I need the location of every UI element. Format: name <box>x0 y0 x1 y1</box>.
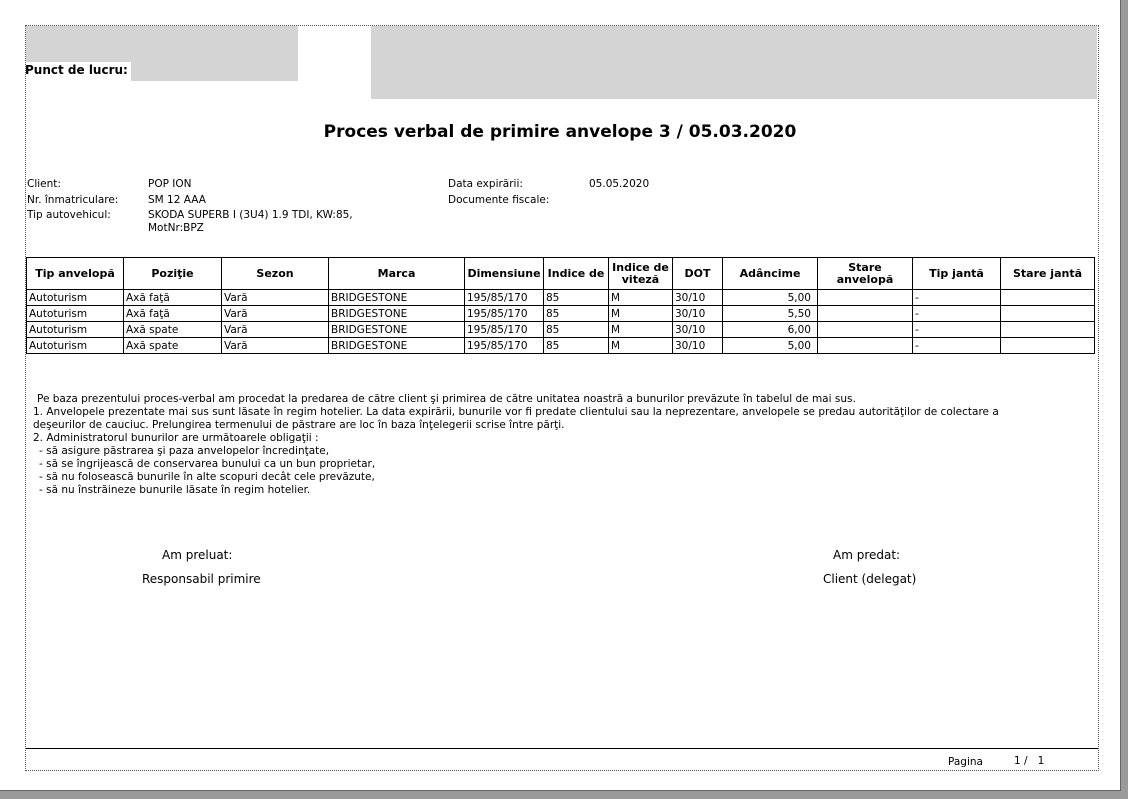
table-row <box>27 290 1095 306</box>
cell-rim-state <box>1001 290 1095 306</box>
unit-value-placeholder <box>131 62 298 81</box>
cell-rim-type: - <box>913 290 1001 306</box>
company-info-placeholder <box>371 26 1097 99</box>
cell-speed-index: M <box>609 338 673 354</box>
cell-depth: 6,00 <box>723 322 818 338</box>
cell-tyre-state <box>818 322 913 338</box>
cell-season: Vară <box>222 306 329 322</box>
cell-position: Axă faţă <box>124 306 222 322</box>
col-size: Dimensiune <box>465 258 544 290</box>
col-rim-state: Stare jantă <box>1001 258 1095 290</box>
cell-tyre-type: Autoturism <box>27 322 124 338</box>
cell-season: Vară <box>222 338 329 354</box>
cell-brand: BRIDGESTONE <box>329 306 465 322</box>
col-tyre-type: Tip anvelopă <box>27 258 124 290</box>
page-label: Pagina <box>948 756 983 768</box>
cell-dot: 30/10 <box>673 306 723 322</box>
cell-dot: 30/10 <box>673 338 723 354</box>
cell-depth: 5,00 <box>723 290 818 306</box>
notes-point1-line1: 1. Anvelopele prezentate mai sus sunt lăsate în regim hotelier. La data expirării, bunurile vor fi predate clientului sau la neprezentare, anvelopele se predau autorităţilor de colectare a <box>33 406 999 418</box>
table-row <box>27 306 1095 322</box>
notes-obligation-4: - să nu înstrăineze bunurile lăsate în regim hotelier. <box>39 484 311 496</box>
cell-size: 195/85/170 <box>465 338 544 354</box>
cell-rim-type: - <box>913 322 1001 338</box>
col-depth: Adâncime <box>723 258 818 290</box>
handed-by-role: Client (delegat) <box>823 572 917 586</box>
col-brand: Marca <box>329 258 465 290</box>
col-speed-index: Indice de viteză <box>609 258 673 290</box>
notes-intro: Pe baza prezentului proces-verbal am procedat la predarea de către client şi primirea de către unitatea noastră a bunurilor prevăzute în tabelul de mai sus. <box>37 393 856 405</box>
notes-obligation-3: - să nu folosească bunurile în alte scopuri decât cele prevăzute, <box>39 471 375 483</box>
table-header-row <box>27 258 1095 290</box>
cell-size: 195/85/170 <box>465 322 544 338</box>
cell-brand: BRIDGESTONE <box>329 338 465 354</box>
cell-tyre-type: Autoturism <box>27 290 124 306</box>
cell-season: Vară <box>222 290 329 306</box>
cell-load-index: 85 <box>544 322 609 338</box>
col-rim-type: Tip jantă <box>913 258 1001 290</box>
table-row <box>27 322 1095 338</box>
cell-size: 195/85/170 <box>465 306 544 322</box>
notes-point2: 2. Administratorul bunurilor are următoarele obligaţii : <box>33 432 319 444</box>
cell-rim-state <box>1001 322 1095 338</box>
cell-size: 195/85/170 <box>465 290 544 306</box>
document-title: Proces verbal de primire anvelope 3 / 05.03.2020 <box>323 122 797 142</box>
cell-tyre-type: Autoturism <box>27 338 124 354</box>
cell-brand: BRIDGESTONE <box>329 290 465 306</box>
cell-speed-index: M <box>609 290 673 306</box>
vehicle-label: Tip autovehicul: <box>27 209 111 221</box>
expiry-value: 05.05.2020 <box>589 178 650 190</box>
table-row <box>27 338 1095 354</box>
cell-brand: BRIDGESTONE <box>329 322 465 338</box>
cell-rim-type: - <box>913 306 1001 322</box>
unit-label: Punct de lucru: <box>25 63 128 77</box>
cell-rim-type: - <box>913 338 1001 354</box>
client-value: POP ION <box>148 178 192 190</box>
cell-load-index: 85 <box>544 338 609 354</box>
cell-load-index: 85 <box>544 290 609 306</box>
plate-label: Nr. înmatriculare: <box>27 194 119 206</box>
cell-dot: 30/10 <box>673 322 723 338</box>
plate-value: SM 12 AAA <box>148 194 206 206</box>
notes-point1-line2: deşeurilor de cauciuc. Prelungirea termenului de păstrare are loc în baza înţelegerii scrise între părţi. <box>33 419 565 431</box>
handed-by-label: Am predat: <box>833 548 901 562</box>
col-position: Poziţie <box>124 258 222 290</box>
cell-speed-index: M <box>609 306 673 322</box>
cell-rim-state <box>1001 338 1095 354</box>
expiry-label: Data expirării: <box>448 178 523 190</box>
notes-obligation-2: - să se îngrijească de conservarea bunului ca un bun proprietar, <box>39 458 376 470</box>
received-by-label: Am preluat: <box>162 548 233 562</box>
cell-tyre-state <box>818 290 913 306</box>
cell-position: Axă spate <box>124 322 222 338</box>
cell-speed-index: M <box>609 322 673 338</box>
footer-divider <box>26 748 1098 749</box>
cell-tyre-state <box>818 306 913 322</box>
notes-obligation-1: - să asigure păstrarea şi paza anvelopelor încredinţate, <box>39 445 330 457</box>
vehicle-value-line2: MotNr:BPZ <box>148 222 204 234</box>
cell-rim-state <box>1001 306 1095 322</box>
cell-tyre-state <box>818 338 913 354</box>
cell-season: Vară <box>222 322 329 338</box>
received-by-role: Responsabil primire <box>142 572 261 586</box>
col-dot: DOT <box>673 258 723 290</box>
vehicle-value-line1: SKODA SUPERB I (3U4) 1.9 TDI, KW:85, <box>148 209 353 221</box>
cell-position: Axă spate <box>124 338 222 354</box>
client-label: Client: <box>27 178 61 190</box>
cell-depth: 5,00 <box>723 338 818 354</box>
cell-depth: 5,50 <box>723 306 818 322</box>
page-number: 1 / 1 <box>1014 755 1045 767</box>
cell-tyre-type: Autoturism <box>27 306 124 322</box>
col-load-index: Indice de <box>544 258 609 290</box>
cell-position: Axă faţă <box>124 290 222 306</box>
col-tyre-state: Stare anvelopă <box>818 258 913 290</box>
cell-load-index: 85 <box>544 306 609 322</box>
cell-dot: 30/10 <box>673 290 723 306</box>
company-logo-placeholder <box>26 26 298 62</box>
fiscal-docs-label: Documente fiscale: <box>448 194 550 206</box>
col-season: Sezon <box>222 258 329 290</box>
tyres-table <box>26 257 1095 354</box>
